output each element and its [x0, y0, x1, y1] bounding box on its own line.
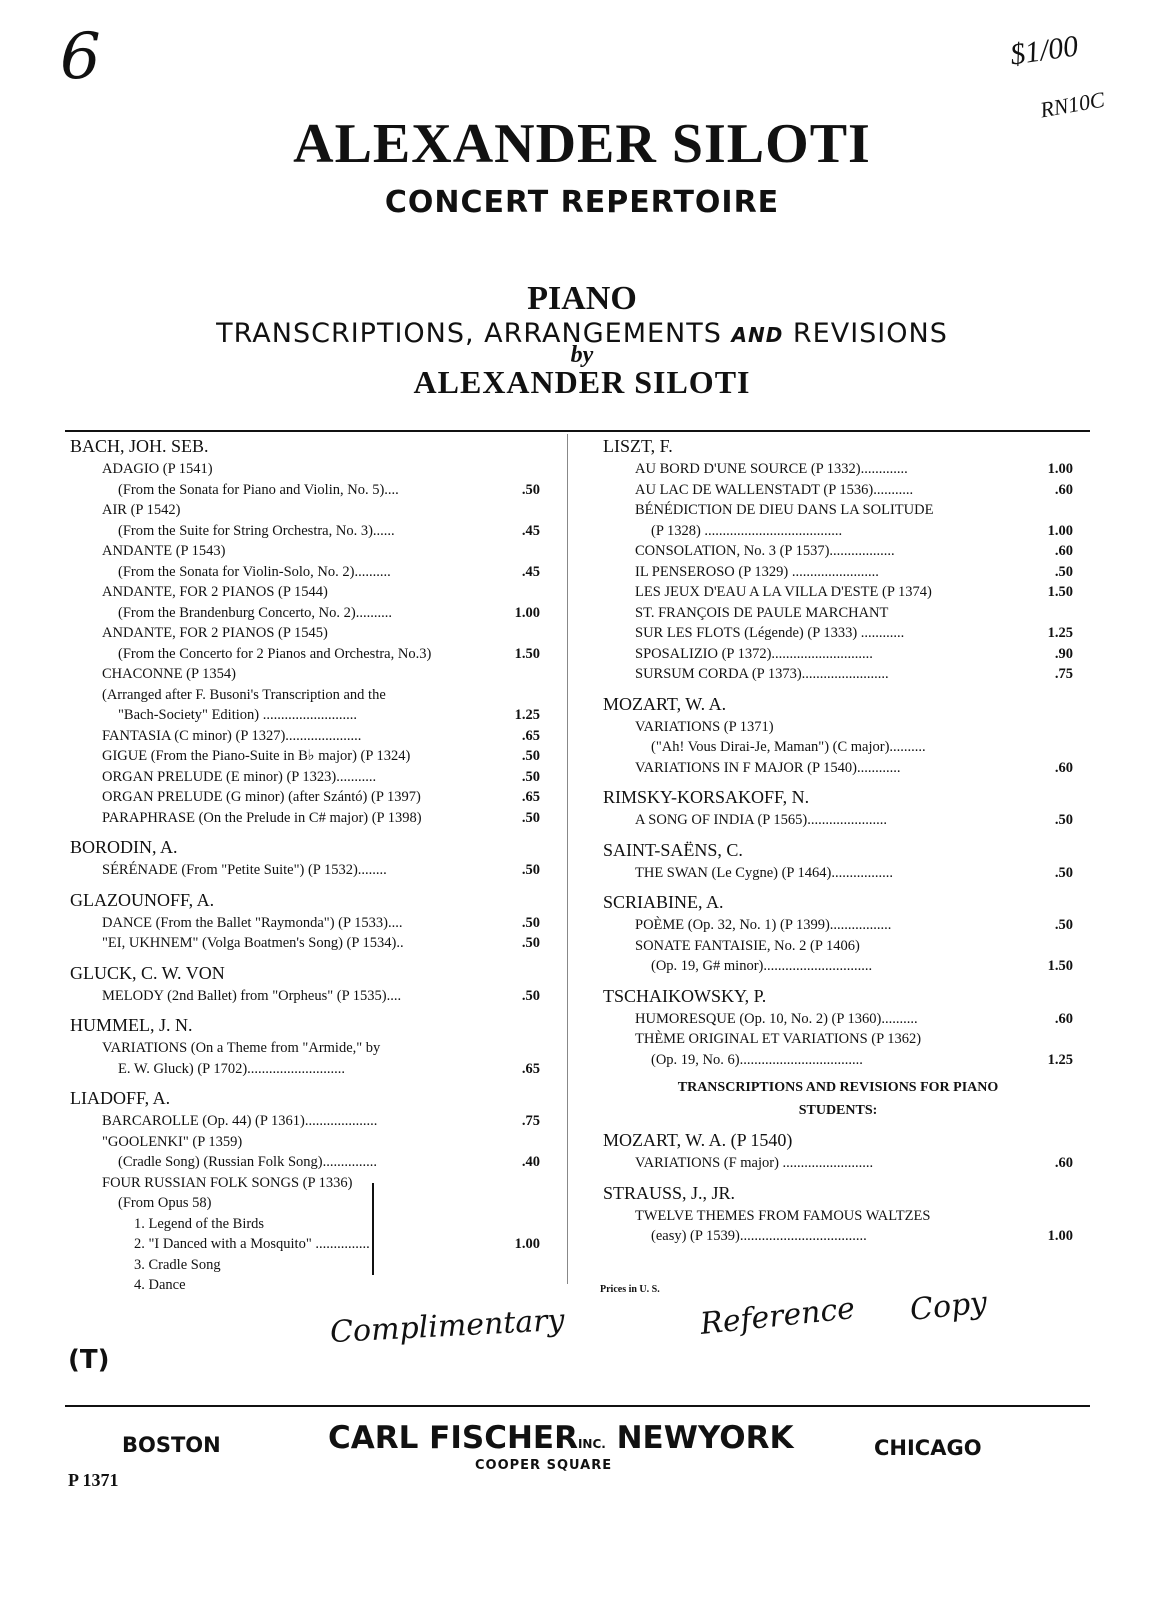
catalog-entry — [70, 623, 540, 644]
composer-heading — [603, 436, 1073, 459]
catalog-entry — [603, 603, 1073, 624]
catalog-entry — [70, 1214, 540, 1235]
catalog-entry — [603, 1009, 1073, 1030]
entry-text: VARIATIONS (F major) ......................... — [635, 1155, 874, 1171]
entry-text: (Cradle Song) (Russian Folk Song)............... — [118, 1154, 377, 1170]
entry-text: TSCHAIKOWSKY, P. — [603, 985, 767, 1006]
composer-heading — [70, 1088, 540, 1111]
entry-text: MELODY (2nd Ballet) from "Orpheus" (P 1535).... — [102, 987, 402, 1004]
catalog-entry — [70, 808, 540, 829]
entry-text: (easy) (P 1539)................................... — [651, 1228, 867, 1244]
catalog-entry — [603, 582, 1073, 603]
entry-text: ANDANTE (P 1543) — [102, 543, 226, 559]
composer-heading — [603, 840, 1073, 863]
entry-price: .75 — [518, 1111, 540, 1132]
entry-text: ORGAN PRELUDE (G minor) (after Szántó) (P 1397) — [102, 789, 421, 805]
entry-text: "GOOLENKI" (P 1359) — [102, 1133, 243, 1150]
entry-price: .50 — [518, 913, 540, 934]
entry-text: STUDENTS: — [798, 1102, 878, 1118]
entry-text: RIMSKY-KORSAKOFF, N. — [603, 787, 810, 807]
composer-heading — [70, 890, 540, 913]
entry-price: .50 — [518, 860, 540, 881]
entry-price: 1.50 — [1044, 956, 1073, 977]
section-heading — [603, 1101, 1073, 1122]
entry-text: ST. FRANÇOIS DE PAULE MARCHANT — [635, 604, 889, 621]
entry-price: 1.00 — [1044, 1226, 1073, 1247]
entry-price: .50 — [518, 746, 540, 767]
entry-text: (Arranged after F. Busoni's Transcription and the — [102, 686, 386, 703]
entry-text: LES JEUX D'EAU A LA VILLA D'ESTE (P 1374) — [635, 584, 932, 600]
entry-price: .50 — [518, 933, 540, 954]
entry-text: FANTASIA (C minor) (P 1327)..................... — [102, 727, 362, 744]
catalog-entry — [70, 705, 540, 726]
catalog-entry — [70, 541, 540, 562]
description-part-2: REVISIONS — [792, 318, 948, 349]
catalog-entry — [70, 582, 540, 603]
catalog-entry — [70, 459, 540, 480]
catalog-entry — [70, 913, 540, 934]
catalog-entry — [603, 863, 1073, 884]
catalog-entry — [70, 521, 540, 542]
catalog-entry — [603, 644, 1073, 665]
catalog-entry — [603, 1206, 1073, 1227]
entry-text: SUR LES FLOTS (Légende) (P 1333) ............ — [635, 625, 905, 641]
catalog-entry — [70, 500, 540, 521]
catalog-entry — [603, 562, 1073, 583]
entry-text: CONSOLATION, No. 3 (P 1537).................. — [635, 543, 895, 559]
catalog-entry — [603, 500, 1073, 521]
city-right: CHICAGO — [874, 1436, 982, 1460]
entry-text: ("Ah! Vous Dirai-Je, Maman") (C major).......... — [651, 739, 926, 755]
author-name: ALEXANDER SILOTI — [413, 364, 751, 400]
entry-text: VARIATIONS (P 1371) — [635, 718, 774, 735]
entry-text: (From the Sonata for Piano and Violin, No. 5).... — [118, 481, 399, 498]
column-divider — [567, 434, 568, 1284]
entry-text: CHACONNE (P 1354) — [102, 666, 236, 682]
entry-price: .60 — [1051, 480, 1073, 501]
entry-text: LIADOFF, A. — [70, 1088, 171, 1108]
entry-text: STRAUSS, J., JR. — [603, 1182, 736, 1203]
entry-price: .90 — [1051, 644, 1073, 665]
entry-text: SAINT-SAËNS, C. — [603, 839, 743, 860]
catalog-entry — [603, 1029, 1073, 1050]
entry-price: .50 — [1051, 915, 1073, 936]
entry-text: IL PENSEROSO (P 1329) ........................ — [635, 563, 879, 580]
catalog-entry — [603, 480, 1073, 501]
entry-price: .65 — [518, 1059, 540, 1080]
catalog-entry — [70, 860, 540, 881]
page-subtitle: CONCERT REPERTOIRE — [384, 185, 780, 220]
entry-text: (P 1328) ...................................... — [651, 522, 843, 539]
right-catalog-column — [603, 436, 1073, 1247]
entry-text: (From the Suite for String Orchestra, No. 3)...... — [118, 522, 395, 539]
entry-price: .50 — [518, 986, 540, 1007]
catalog-entry — [70, 726, 540, 747]
catalog-entry — [70, 685, 540, 706]
entry-text: SÉRÉNADE (From "Petite Suite") (P 1532)........ — [102, 862, 387, 878]
entry-text: DANCE (From the Ballet "Raymonda") (P 1533).... — [102, 914, 403, 931]
entry-text: (Op. 19, G# minor).............................. — [651, 958, 873, 974]
entry-text: (From the Brandenburg Concerto, No. 2).......... — [118, 604, 392, 621]
entry-text: TRANSCRIPTIONS AND REVISIONS FOR PIANO — [677, 1080, 999, 1095]
entry-text: (From the Sonata for Violin-Solo, No. 2).......... — [118, 563, 391, 580]
description-part-1: TRANSCRIPTIONS, ARRANGEMENTS — [216, 318, 722, 349]
entry-text: E. W. Gluck) (P 1702)........................... — [118, 1060, 346, 1077]
entry-text: "Bach-Society" Edition) .......................... — [118, 707, 357, 723]
catalog-entry — [603, 521, 1073, 542]
composer-heading — [70, 837, 540, 860]
catalog-entry — [70, 644, 540, 665]
entry-text: SPOSALIZIO (P 1372)............................ — [635, 645, 873, 662]
stamp-copy: Copy — [908, 1285, 989, 1328]
entry-price: 1.25 — [511, 705, 540, 726]
catalog-entry — [70, 1132, 540, 1153]
entry-text: AU BORD D'UNE SOURCE (P 1332)............. — [635, 461, 908, 477]
catalog-entry — [70, 746, 540, 767]
entry-price: .45 — [518, 521, 540, 542]
left-catalog-column — [70, 436, 540, 1296]
entry-text: GLAZOUNOFF, A. — [70, 889, 215, 910]
entry-text: A SONG OF INDIA (P 1565)...................... — [635, 812, 888, 828]
catalog-entry — [603, 623, 1073, 644]
entry-text: ANDANTE, FOR 2 PIANOS (P 1545) — [102, 625, 328, 641]
entry-text: AU LAC DE WALLENSTADT (P 1536)........... — [635, 481, 914, 498]
catalog-entry — [70, 1059, 540, 1080]
entry-price: .45 — [518, 562, 540, 583]
catalog-entry — [70, 787, 540, 808]
entry-text: BARCAROLLE (Op. 44) (P 1361).................... — [102, 1113, 378, 1129]
entry-text: ADAGIO (P 1541) — [102, 461, 213, 477]
city-left: BOSTON — [122, 1433, 221, 1457]
entry-text: (From the Concerto for 2 Pianos and Orchestra, No.3) — [118, 645, 432, 662]
catalog-entry — [603, 915, 1073, 936]
entry-price: 1.25 — [1044, 1050, 1073, 1071]
bottom-divider — [65, 1405, 1090, 1407]
entry-text: PARAPHRASE (On the Prelude in C# major) (P 1398) — [102, 809, 422, 826]
entry-text: GLUCK, C. W. VON — [70, 962, 225, 983]
page-title: ALEXANDER SILOTI — [293, 113, 871, 175]
catalog-entry — [70, 767, 540, 788]
catalog-entry — [70, 986, 540, 1007]
composer-heading — [603, 1183, 1073, 1206]
publisher-inc: INC. — [577, 1437, 606, 1451]
brace — [372, 1183, 374, 1275]
stamp-complimentary: Complimentary — [329, 1302, 566, 1351]
entry-text: MOZART, W. A. — [603, 693, 727, 714]
entry-price: .50 — [1051, 863, 1073, 884]
entry-price: 1.50 — [1044, 582, 1073, 603]
composer-heading — [603, 694, 1073, 717]
entry-price: .65 — [518, 787, 540, 808]
publisher-address: COOPER SQUARE — [475, 1458, 613, 1473]
entry-price: .60 — [1051, 1009, 1073, 1030]
catalog-entry — [603, 459, 1073, 480]
entry-text: GIGUE (From the Piano-Suite in B♭ major) (P 1324) — [102, 748, 411, 764]
catalog-entry — [70, 664, 540, 685]
section-title: PIANO — [527, 280, 637, 317]
entry-price: 1.00 — [511, 1234, 540, 1255]
entry-text: THE SWAN (Le Cygne) (P 1464)................. — [635, 864, 894, 881]
catalog-entry — [603, 1226, 1073, 1247]
entry-text: ORGAN PRELUDE (E minor) (P 1323)........... — [102, 768, 377, 785]
entry-text: BÉNÉDICTION DE DIEU DANS LA SOLITUDE — [635, 502, 934, 518]
entry-price: .60 — [1051, 541, 1073, 562]
catalog-entry — [603, 810, 1073, 831]
composer-heading — [603, 986, 1073, 1009]
entry-price: 1.00 — [511, 603, 540, 624]
catalog-entry — [70, 1038, 540, 1059]
catalog-entry — [70, 480, 540, 501]
entry-price: .65 — [518, 726, 540, 747]
catalog-entry — [603, 541, 1073, 562]
publisher-city: NEWYORK — [616, 1420, 794, 1456]
catalog-entry — [70, 1255, 540, 1276]
entry-text: LISZT, F. — [603, 436, 673, 456]
catalog-entry — [603, 664, 1073, 685]
entry-price: 1.00 — [1044, 521, 1073, 542]
composer-heading — [70, 436, 540, 459]
handwritten-number: 6 — [60, 20, 101, 94]
entry-price: 1.00 — [1044, 459, 1073, 480]
entry-text: ANDANTE, FOR 2 PIANOS (P 1544) — [102, 584, 328, 600]
composer-heading — [70, 963, 540, 986]
handwritten-code: RN10C — [1038, 86, 1107, 123]
catalog-entry — [70, 562, 540, 583]
entry-text: (From Opus 58) — [118, 1195, 212, 1211]
entry-price: 1.25 — [1044, 623, 1073, 644]
entry-price: .50 — [518, 480, 540, 501]
catalog-entry — [70, 1193, 540, 1214]
entry-text: BORODIN, A. — [70, 837, 178, 857]
entry-text: SONATE FANTAISIE, No. 2 (P 1406) — [635, 937, 860, 954]
entry-text: POÈME (Op. 32, No. 1) (P 1399)................. — [635, 917, 892, 933]
entry-text: "EI, UKHNEM" (Volga Boatmen's Song) (P 1534).. — [102, 935, 404, 951]
handwritten-price: $1/00 — [1007, 29, 1081, 72]
entry-text: 3. Cradle Song — [134, 1256, 221, 1273]
entry-text: VARIATIONS (On a Theme from "Armide," by — [102, 1040, 381, 1056]
prices-note: Prices in U. S. — [600, 1284, 660, 1295]
entry-text: THÈME ORIGINAL ET VARIATIONS (P 1362) — [635, 1031, 922, 1047]
catalog-entry — [603, 936, 1073, 957]
entry-text: SCRIABINE, A. — [603, 892, 724, 912]
entry-price: .60 — [1051, 1153, 1073, 1174]
section-heading — [603, 1078, 1073, 1099]
composer-heading — [603, 787, 1073, 810]
by-label: by — [570, 342, 594, 368]
catalog-entry — [70, 1275, 540, 1296]
catalog-entry — [603, 758, 1073, 779]
series-mark: (T) — [68, 1345, 110, 1375]
top-divider — [65, 430, 1090, 432]
catalog-entry — [70, 603, 540, 624]
entry-text: 1. Legend of the Birds — [134, 1215, 265, 1232]
catalog-entry — [70, 1234, 540, 1255]
catalog-entry — [603, 717, 1073, 738]
catalog-entry — [70, 933, 540, 954]
entry-text: (Op. 19, No. 6).................................. — [651, 1051, 863, 1068]
publisher — [328, 1420, 794, 1456]
composer-heading — [603, 1130, 1073, 1153]
entry-text: AIR (P 1542) — [102, 502, 181, 518]
entry-text: HUMMEL, J. N. — [70, 1015, 193, 1035]
composer-heading — [603, 892, 1073, 915]
entry-price: .40 — [518, 1152, 540, 1173]
entry-text: BACH, JOH. SEB. — [70, 436, 209, 456]
stamp-reference: Reference — [698, 1290, 857, 1343]
entry-price: .75 — [1051, 664, 1073, 685]
entry-price: .50 — [518, 767, 540, 788]
entry-text: HUMORESQUE (Op. 10, No. 2) (P 1360).......... — [635, 1010, 918, 1027]
catalog-entry — [70, 1152, 540, 1173]
catalog-entry — [70, 1111, 540, 1132]
publisher-name: CARL FISCHER — [328, 1420, 578, 1456]
entry-text: VARIATIONS IN F MAJOR (P 1540)............ — [635, 759, 901, 776]
catalog-entry — [603, 737, 1073, 758]
entry-price: .60 — [1051, 758, 1073, 779]
entry-text: MOZART, W. A. (P 1540) — [603, 1130, 793, 1150]
entry-text: FOUR RUSSIAN FOLK SONGS (P 1336) — [102, 1174, 353, 1191]
entry-text: 4. Dance — [134, 1277, 186, 1293]
entry-price: 1.50 — [511, 644, 540, 665]
entry-price: .50 — [518, 808, 540, 829]
catalog-entry — [70, 1173, 540, 1194]
entry-text: 2. "I Danced with a Mosquito" ............... — [134, 1236, 370, 1252]
entry-price: .50 — [1051, 562, 1073, 583]
composer-heading — [70, 1015, 540, 1038]
catalog-entry — [603, 956, 1073, 977]
description-and: AND — [731, 323, 784, 347]
entry-text: TWELVE THEMES FROM FAMOUS WALTZES — [635, 1207, 931, 1224]
catalog-number: P 1371 — [68, 1470, 119, 1490]
catalog-entry — [603, 1050, 1073, 1071]
entry-price: .50 — [1051, 810, 1073, 831]
catalog-entry — [603, 1153, 1073, 1174]
entry-text: SURSUM CORDA (P 1373)........................ — [635, 666, 889, 682]
